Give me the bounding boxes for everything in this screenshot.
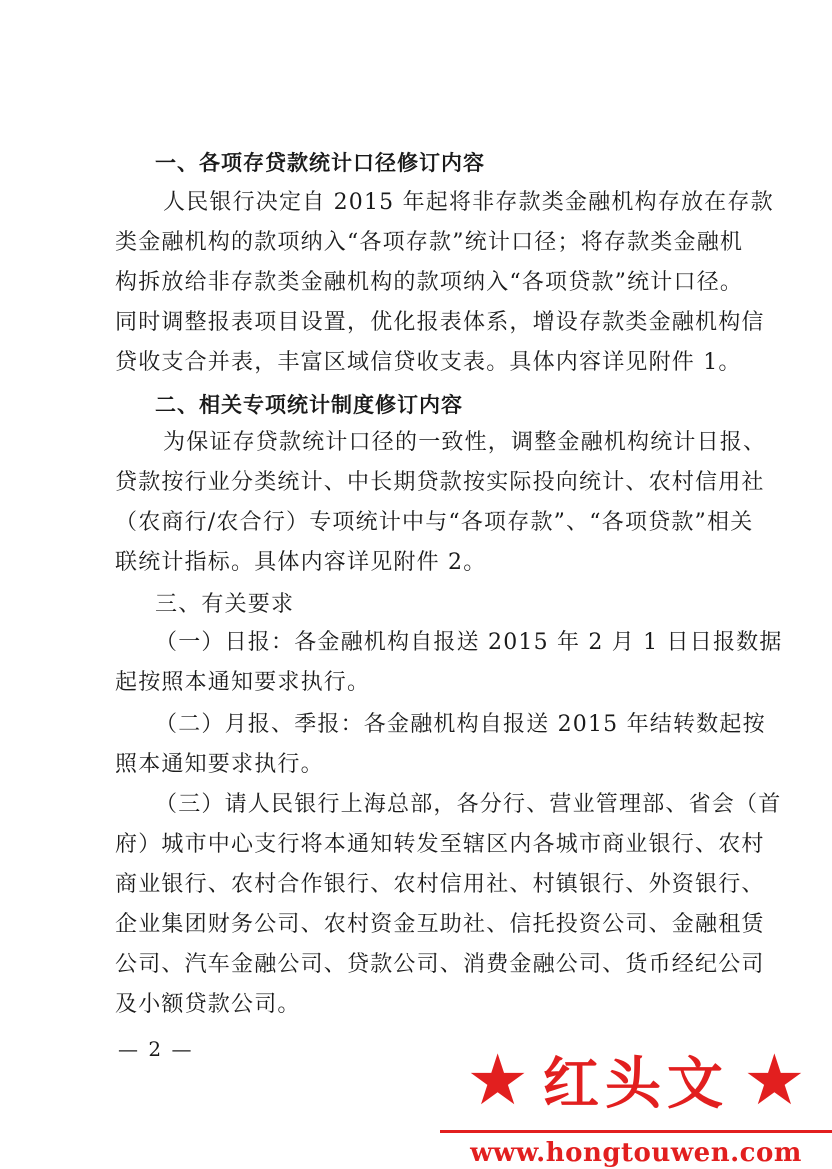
paragraph-line: 构拆放给非存款类金融机构的款项纳入“各项贷款”统计口径。 — [115, 270, 744, 295]
paragraph-line: 府）城市中心支行将本通知转发至辖区内各城市商业银行、农村 — [115, 832, 765, 857]
watermark-rule — [440, 1130, 832, 1133]
paragraph-line: （三）请人民银行上海总部，各分行、营业管理部、省会（首 — [155, 792, 782, 817]
paragraph-line: 同时调整报表项目设置，优化报表体系，增设存款类金融机构信 — [115, 310, 765, 335]
paragraph-line: 贷收支合并表，丰富区域信贷收支表。具体内容详见附件 1。 — [115, 350, 742, 375]
paragraph-line: 商业银行、农村合作银行、农村信用社、村镇银行、外资银行、 — [115, 872, 765, 897]
watermark-logo — [440, 1040, 832, 1169]
watermark-url: www.hongtouwen.com — [470, 1138, 802, 1168]
paragraph-line: 及小额贷款公司。 — [115, 992, 301, 1017]
paragraph-line: 为保证存贷款统计口径的一致性，调整金融机构统计日报、 — [163, 430, 767, 455]
section-heading-3: 三、有关要求 — [155, 592, 295, 617]
paragraph-line: 起按照本通知要求执行。 — [115, 670, 371, 695]
paragraph-line: 类金融机构的款项纳入“各项存款”统计口径；将存款类金融机 — [115, 230, 744, 255]
paragraph-line: （农商行/农合行）专项统计中与“各项存款”、“各项贷款”相关 — [115, 510, 754, 535]
paragraph-line: 贷款按行业分类统计、中长期贷款按实际投向统计、农村信用社 — [115, 470, 765, 495]
star-icon: ★ — [466, 1039, 529, 1121]
page-number: — 2 — — [118, 1037, 194, 1061]
watermark-title: 红头文 — [543, 1051, 729, 1117]
paragraph-line: 企业集团财务公司、农村资金互助社、信托投资公司、金融租赁 — [115, 912, 765, 937]
section-heading-1: 一、各项存贷款统计口径修订内容 — [155, 151, 485, 175]
paragraph-line: 人民银行决定自 2015 年起将非存款类金融机构存放在存款 — [163, 190, 774, 215]
paragraph-line: 公司、汽车金融公司、贷款公司、消费金融公司、货币经纪公司 — [115, 952, 765, 977]
section-heading-2: 二、相关专项统计制度修订内容 — [155, 393, 463, 417]
paragraph-line: （一）日报：各金融机构自报送 2015 年 2 月 1 日日报数据 — [155, 630, 783, 655]
star-icon: ★ — [743, 1039, 806, 1121]
watermark-title-row — [440, 1040, 832, 1120]
paragraph-line: 联统计指标。具体内容详见附件 2。 — [115, 550, 487, 575]
paragraph-line: 照本通知要求执行。 — [115, 752, 324, 777]
paragraph-line: （二）月报、季报：各金融机构自报送 2015 年结转数起按 — [155, 712, 766, 737]
